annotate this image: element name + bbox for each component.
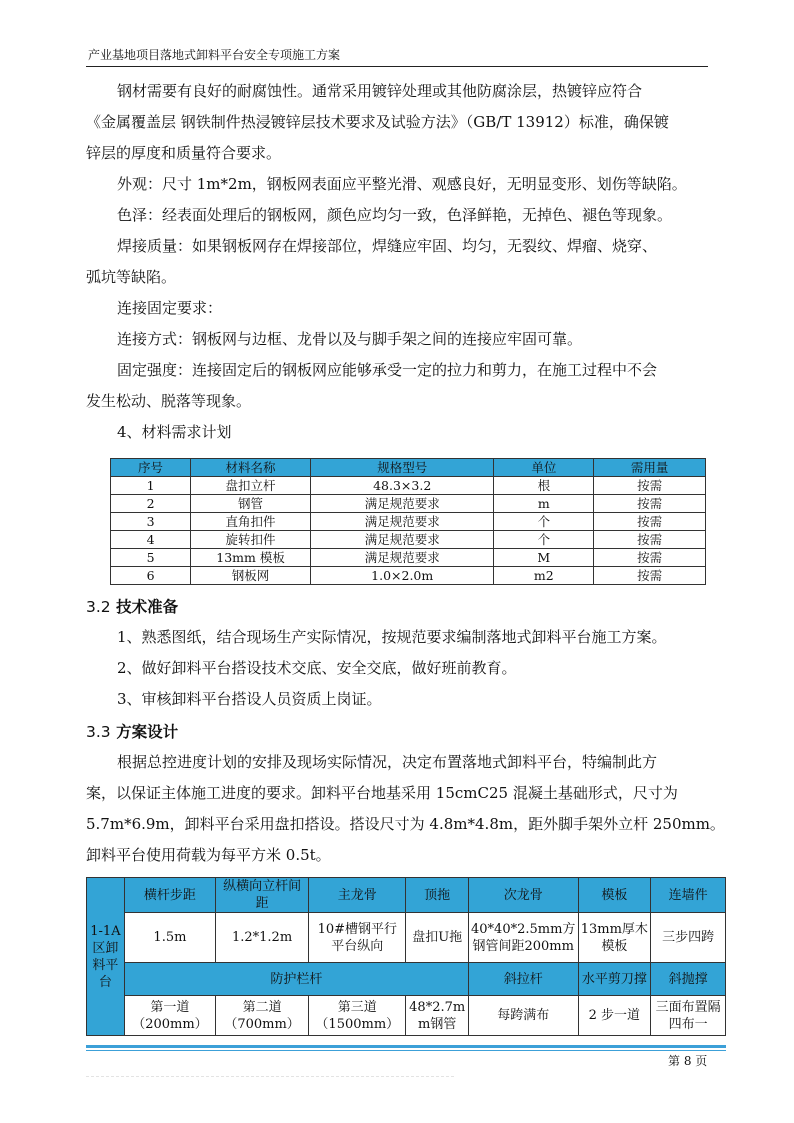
paragraph-line: 连接固定要求： bbox=[117, 299, 223, 317]
paragraph-line: 《金属覆盖层 钢铁制件热浸镀锌层技术要求及试验方法》（GB/T 13912）标准，确保镀 bbox=[86, 113, 669, 131]
table-cell bbox=[216, 996, 309, 1036]
table-header-cell: 横杆步距 bbox=[124, 878, 215, 913]
table-cell: 5 bbox=[111, 549, 191, 567]
table-cell: 直角扣件 bbox=[191, 513, 311, 531]
page-number: 第 8 页 bbox=[668, 1054, 708, 1068]
paragraph-line: 钢材需要有良好的耐腐蚀性。通常采用镀锌处理或其他防腐涂层，热镀锌应符合 bbox=[117, 82, 643, 100]
section-title: 技术准备 bbox=[116, 598, 179, 616]
table-cell: 按需 bbox=[594, 531, 706, 549]
table-row bbox=[111, 549, 706, 567]
paragraph-line: 色泽：经表面处理后的钢板网，颜色应均匀一致，色泽鲜艳，无掉色、褪色等现象。 bbox=[117, 206, 673, 224]
cell-line: 第二道 bbox=[242, 999, 282, 1015]
table-cell: 6 bbox=[111, 567, 191, 585]
table-cell: 钢板网 bbox=[191, 567, 311, 585]
paragraph-line: 根据总控进度计划的安排及现场实际情况，决定布置落地式卸料平台，特编制此方 bbox=[117, 753, 658, 771]
table-header-cell: 斜抛撑 bbox=[651, 963, 726, 996]
cell-line: （700mm） bbox=[224, 1016, 300, 1032]
paragraph-line: 弧坑等缺陷。 bbox=[86, 268, 177, 286]
table-cell: 10#槽钢平行平台纵向 bbox=[309, 913, 406, 963]
table-header-cell: 规格型号 bbox=[311, 459, 494, 477]
faint-rule bbox=[86, 1076, 454, 1077]
table-cell: 满足规范要求 bbox=[311, 513, 494, 531]
table-cell: 按需 bbox=[594, 567, 706, 585]
table-cell: 1.5m bbox=[124, 913, 215, 963]
paragraph-line: 焊接质量：如果钢板网存在焊接部位，焊缝应牢固、均匀，无裂纹、焊瘤、烧穿、 bbox=[117, 237, 658, 255]
paragraph-line: 案，以保证主体施工进度的要求。卸料平台地基采用 15cmC25 混凝土基础形式，尺寸为 bbox=[86, 784, 678, 802]
cell-line: 第三道 bbox=[337, 999, 377, 1015]
table-header-cell: 次龙骨 bbox=[468, 878, 578, 913]
table-row bbox=[111, 513, 706, 531]
table-cell: 旋转扣件 bbox=[191, 531, 311, 549]
table-cell: 按需 bbox=[594, 513, 706, 531]
table-cell: 三步四跨 bbox=[651, 913, 726, 963]
table-row bbox=[87, 996, 726, 1036]
table-cell: M bbox=[494, 549, 594, 567]
list-item: 3、审核卸料平台搭设人员资质上岗证。 bbox=[117, 690, 382, 708]
table-header-row bbox=[111, 459, 706, 477]
table-cell: 1.2*1.2m bbox=[216, 913, 309, 963]
table-cell: 2 bbox=[111, 495, 191, 513]
table-cell: 2 步一道 bbox=[578, 996, 651, 1036]
table-cell: 40*40*2.5mm方钢管间距200mm bbox=[468, 913, 578, 963]
table-cell: 3 bbox=[111, 513, 191, 531]
table-header-cell: 单位 bbox=[494, 459, 594, 477]
header-divider bbox=[86, 66, 708, 67]
cell-line: （200mm） bbox=[132, 1016, 208, 1032]
table-row bbox=[87, 963, 726, 996]
table-cell: 满足规范要求 bbox=[311, 531, 494, 549]
table-cell: 钢管 bbox=[191, 495, 311, 513]
table-row bbox=[87, 878, 726, 913]
paragraph-line: 锌层的厚度和质量符合要求。 bbox=[86, 144, 282, 162]
table-row bbox=[87, 913, 726, 963]
paragraph-line: 卸料平台使用荷载为每平方米 0.5t。 bbox=[86, 846, 331, 864]
table-cell: 48*2.7m m钢管 bbox=[406, 996, 469, 1036]
design-parameters-table bbox=[86, 877, 726, 1036]
row-label-cell: 1-1A区卸料平台 bbox=[87, 878, 125, 1036]
paragraph-line: 外观：尺寸 1m*2m，钢板网表面应平整光滑、观感良好，无明显变形、划伤等缺陷。 bbox=[117, 175, 687, 193]
materials-table bbox=[110, 458, 706, 585]
table-cell: 48.3×3.2 bbox=[311, 477, 494, 495]
table-cell: 盘扣U拖 bbox=[406, 913, 469, 963]
paragraph-line: 5.7m*6.9m，卸料平台采用盘扣搭设。搭设尺寸为 4.8m*4.8m，距外脚手架外立杆 250mm。 bbox=[86, 815, 725, 833]
table-cell: 按需 bbox=[594, 549, 706, 567]
subheading: 4、材料需求计划 bbox=[117, 423, 232, 441]
table-row bbox=[111, 477, 706, 495]
paragraph-line: 发生松动、脱落等现象。 bbox=[86, 392, 252, 410]
table-header-cell: 斜拉杆 bbox=[468, 963, 578, 996]
table-header-cell: 主龙骨 bbox=[309, 878, 406, 913]
section-heading-3-3 bbox=[86, 720, 178, 742]
table-row bbox=[111, 567, 706, 585]
table-cell bbox=[309, 996, 406, 1036]
table-cell bbox=[124, 996, 215, 1036]
table-cell: 按需 bbox=[594, 495, 706, 513]
table-row bbox=[111, 531, 706, 549]
table-cell: 盘扣立杆 bbox=[191, 477, 311, 495]
table-cell: m bbox=[494, 495, 594, 513]
table-header-cell: 连墙件 bbox=[651, 878, 726, 913]
table-cell: 个 bbox=[494, 531, 594, 549]
table-header-cell: 顶拖 bbox=[406, 878, 469, 913]
section-number: 3.3 bbox=[86, 723, 111, 741]
table-cell: 13mm厚木模板 bbox=[578, 913, 651, 963]
table-header-cell: 水平剪刀撑 bbox=[578, 963, 651, 996]
table-header-cell: 需用量 bbox=[594, 459, 706, 477]
table-cell: 满足规范要求 bbox=[311, 495, 494, 513]
list-item: 1、熟悉图纸，结合现场生产实际情况，按规范要求编制落地式卸料平台施工方案。 bbox=[117, 628, 667, 646]
table-header-cell: 序号 bbox=[111, 459, 191, 477]
cell-line: （1500mm） bbox=[315, 1016, 400, 1032]
section-number: 3.2 bbox=[86, 598, 111, 616]
section-title: 方案设计 bbox=[116, 723, 179, 741]
paragraph-line: 连接方式：钢板网与边框、龙骨以及与脚手架之间的连接应牢固可靠。 bbox=[117, 330, 583, 348]
paragraph-line: 固定强度：连接固定后的钢板网应能够承受一定的拉力和剪力，在施工过程中不会 bbox=[117, 361, 658, 379]
section-heading-3-2 bbox=[86, 595, 178, 617]
list-item: 2、做好卸料平台搭设技术交底、安全交底，做好班前教育。 bbox=[117, 659, 517, 677]
table-header-cell: 纵横向立杆间距 bbox=[216, 878, 309, 913]
table-cell: 13mm 模板 bbox=[191, 549, 311, 567]
table-cell: 个 bbox=[494, 513, 594, 531]
page-header-title: 产业基地项目落地式卸料平台安全专项施工方案 bbox=[88, 48, 341, 62]
table-cell: 每跨满布 bbox=[468, 996, 578, 1036]
footer-divider bbox=[86, 1045, 726, 1048]
table-cell: 三面布置隔四布一 bbox=[651, 996, 726, 1036]
table-row bbox=[111, 495, 706, 513]
table-cell: 4 bbox=[111, 531, 191, 549]
cell-line: 第一道 bbox=[150, 999, 190, 1015]
table-cell: 1.0×2.0m bbox=[311, 567, 494, 585]
table-cell: 满足规范要求 bbox=[311, 549, 494, 567]
table-cell: 根 bbox=[494, 477, 594, 495]
table-cell: 按需 bbox=[594, 477, 706, 495]
table-cell: m2 bbox=[494, 567, 594, 585]
table-header-cell: 模板 bbox=[578, 878, 651, 913]
table-header-cell: 材料名称 bbox=[191, 459, 311, 477]
table-cell: 1 bbox=[111, 477, 191, 495]
footer-divider-thin bbox=[86, 1050, 726, 1051]
table-header-cell: 防护栏杆 bbox=[124, 963, 468, 996]
